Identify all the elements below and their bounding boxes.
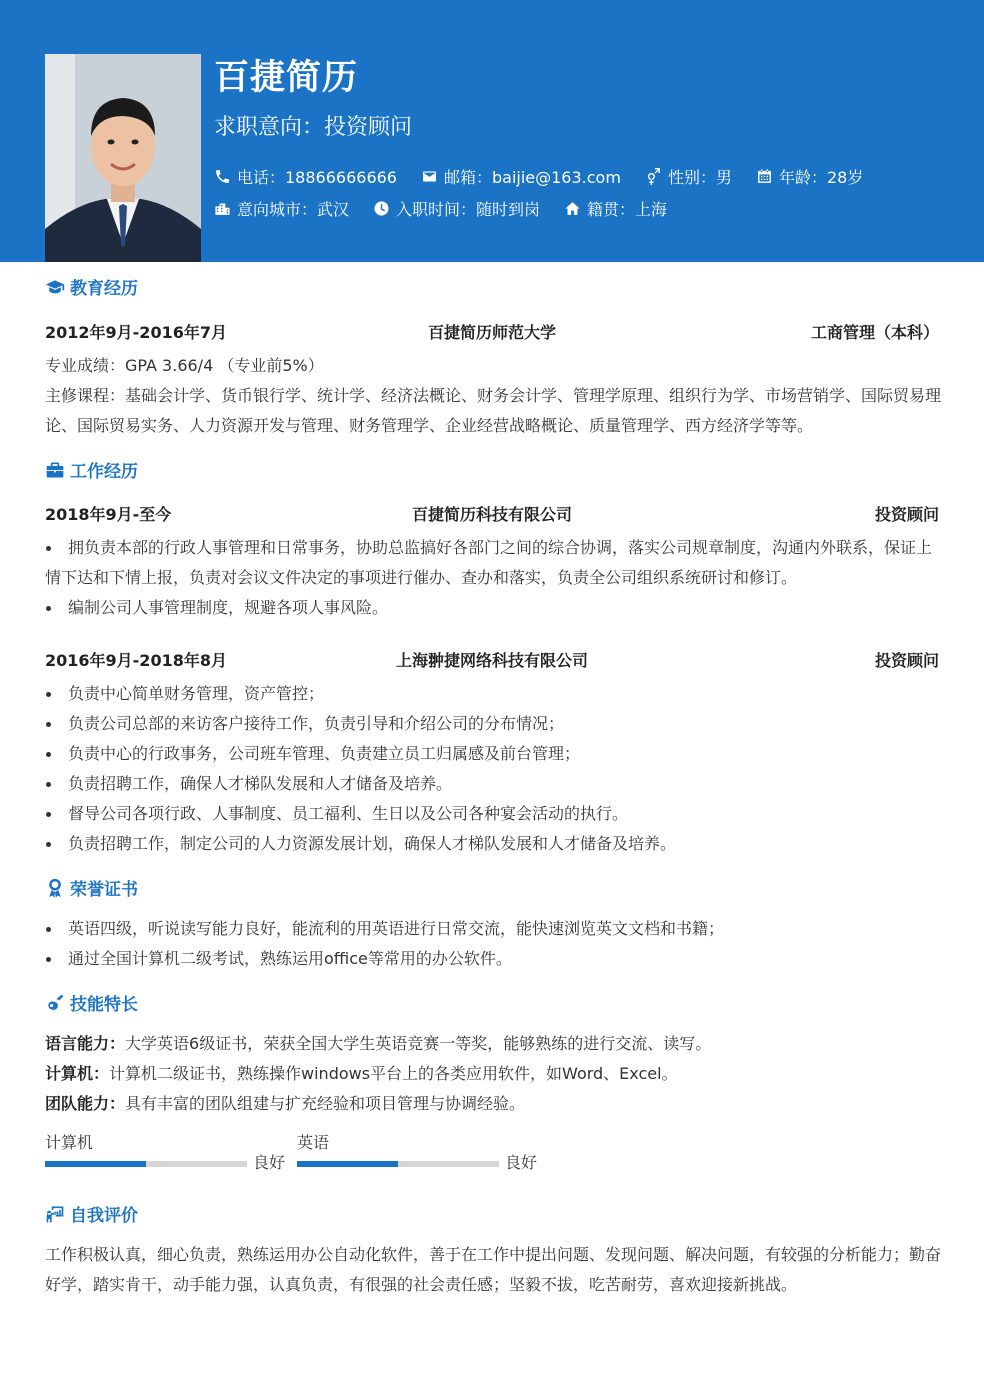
skill-language-text: 大学英语6级证书，荣获全国大学生英语竞赛一等奖，能够熟练的进行交流、读写。: [125, 1034, 712, 1053]
resume-name: 百捷简历: [214, 58, 359, 98]
info-hometown: [564, 197, 667, 220]
section-education-title: [45, 274, 138, 299]
skill-bar-computer-name: 计算机: [45, 1133, 94, 1152]
skill-bar-computer-track: [45, 1161, 247, 1167]
job-2-period: 2016年9月-2018年8月: [45, 651, 227, 670]
list-item: 负责招聘工作，制定公司的人力资源发展计划，确保人才梯队发展和人才储备及培养。: [45, 829, 941, 859]
presenter-icon: [45, 1204, 65, 1224]
job-intent: 求职意向：投资顾问: [214, 115, 413, 140]
info-phone-text: 电话：18866666666: [237, 168, 397, 187]
list-item: 负责招聘工作，确保人才梯队发展和人才储备及培养。: [45, 769, 941, 799]
info-phone: [214, 165, 397, 188]
skill-computer-label: 计算机：: [45, 1064, 110, 1083]
honors-list: [45, 914, 941, 974]
info-hometown-text: 籍贯：上海: [587, 200, 668, 219]
list-item: 英语四级，听说读写能力良好，能流利的用英语进行日常交流，能快速浏览英文文档和书籍；: [45, 914, 941, 944]
section-self-eval-label: 自我评价: [70, 1206, 138, 1226]
list-item: 通过全国计算机二级考试，熟练运用office等常用的办公软件。: [45, 944, 941, 974]
skill-language-label: 语言能力：: [45, 1034, 126, 1053]
skill-computer: [45, 1059, 941, 1089]
graduation-cap-icon: [45, 277, 65, 297]
education-grades: 专业成绩：GPA 3.66/4 （专业前5%）: [45, 356, 324, 375]
section-education-label: 教育经历: [70, 279, 138, 299]
section-work-label: 工作经历: [70, 462, 138, 482]
portrait-image: [45, 54, 201, 262]
skill-language: [45, 1029, 941, 1059]
list-item: 编制公司人事管理制度，规避各项人事风险。: [45, 593, 941, 623]
skill-bar-computer-fill: [45, 1161, 146, 1167]
section-honors-title: [45, 875, 138, 900]
mail-icon: [421, 168, 438, 185]
list-item: 负责中心简单财务管理，资产管控；: [45, 679, 941, 709]
info-email: [421, 165, 621, 188]
education-courses: 主修课程：基础会计学、货币银行学、统计学、经济法概论、财务会计学、管理学原理、组织行为学、市场营销学、国际贸易理论、国际贸易实务、人力资源开发与管理、财务管理学、企业经营战略概论、质量管理学、西方经济学等等。: [45, 386, 942, 435]
info-gender: [645, 165, 732, 188]
header-banner: [0, 0, 984, 262]
education-school: 百捷简历师范大学: [427, 323, 556, 342]
guitar-icon: [45, 993, 65, 1013]
section-skills-label: 技能特长: [70, 995, 138, 1015]
section-honors-label: 荣誉证书: [70, 880, 138, 900]
briefcase-icon: [45, 460, 65, 480]
education-period: 2012年9月-2016年7月: [45, 323, 227, 342]
job-1-position: 投资顾问: [874, 505, 939, 524]
info-city: [214, 197, 349, 220]
info-age: [756, 165, 863, 188]
skill-team-text: 具有丰富的团队组建与扩充经验和项目管理与协调经验。: [125, 1094, 526, 1113]
award-ribbon-icon: [45, 878, 65, 898]
job-1-duties: [45, 533, 941, 623]
calendar-icon: [756, 168, 773, 185]
info-row-contact: [214, 165, 887, 188]
info-email-text: 邮箱：baijie@163.com: [443, 168, 621, 187]
info-age-text: 年龄：28岁: [778, 168, 864, 187]
job-1-period: 2018年9月-至今: [45, 505, 172, 524]
section-work-title: [45, 457, 138, 482]
list-item: 负责公司总部的来访客户接待工作，负责引导和介绍公司的分布情况；: [45, 709, 941, 739]
section-self-eval-title: [45, 1201, 138, 1226]
home-icon: [564, 200, 581, 217]
skill-team: [45, 1089, 941, 1119]
self-eval-text: 工作积极认真，细心负责，熟练运用办公自动化软件，善于在工作中提出问题、发现问题、解决问题，有较强的分析能力；勤奋好学，踏实肯干，动手能力强，认真负责，有很强的社会责任感；坚毅不拔，吃苦耐劳，喜欢迎接新挑战。: [45, 1245, 942, 1294]
job-2-company: 上海翀捷网络科技有限公司: [395, 651, 588, 670]
info-city-text: 意向城市：武汉: [237, 200, 350, 219]
phone-icon: [214, 168, 231, 185]
list-item: 督导公司各项行政、人事制度、员工福利、生日以及公司各种宴会活动的执行。: [45, 799, 941, 829]
skill-bar-english-fill: [297, 1161, 398, 1167]
job-2-duties: [45, 679, 941, 859]
education-major: 工商管理（本科）: [810, 323, 939, 342]
skill-team-label: 团队能力：: [45, 1094, 126, 1113]
city-icon: [214, 200, 231, 217]
job-2-position: 投资顾问: [874, 651, 939, 670]
info-row-preferences: [214, 197, 691, 220]
info-start-text: 入职时间：随时到岗: [396, 200, 541, 219]
gender-icon: [645, 168, 662, 185]
profile-photo: [45, 54, 201, 262]
skill-bar-english-level: 良好: [505, 1153, 538, 1172]
skill-bar-english-name: 英语: [297, 1133, 330, 1152]
list-item: 拥负责本部的行政人事管理和日常事务，协助总监搞好各部门之间的综合协调，落实公司规章制度，沟通内外联系，保证上情下达和下情上报，负责对会议文件决定的事项进行催办、查办和落实，负责全公司组织系统研讨和修订。: [45, 533, 941, 593]
skill-bar-computer-level: 良好: [253, 1153, 286, 1172]
list-item: 负责中心的行政事务，公司班车管理、负责建立员工归属感及前台管理；: [45, 739, 941, 769]
skill-bar-english-track: [297, 1161, 499, 1167]
info-start: [373, 197, 540, 220]
info-gender-text: 性别：男: [667, 168, 732, 187]
skill-computer-text: 计算机二级证书，熟练操作windows平台上的各类应用软件，如Word、Excel。: [109, 1064, 678, 1083]
job-1-company: 百捷简历科技有限公司: [411, 505, 572, 524]
section-skills-title: [45, 990, 138, 1015]
clock-icon: [373, 200, 390, 217]
